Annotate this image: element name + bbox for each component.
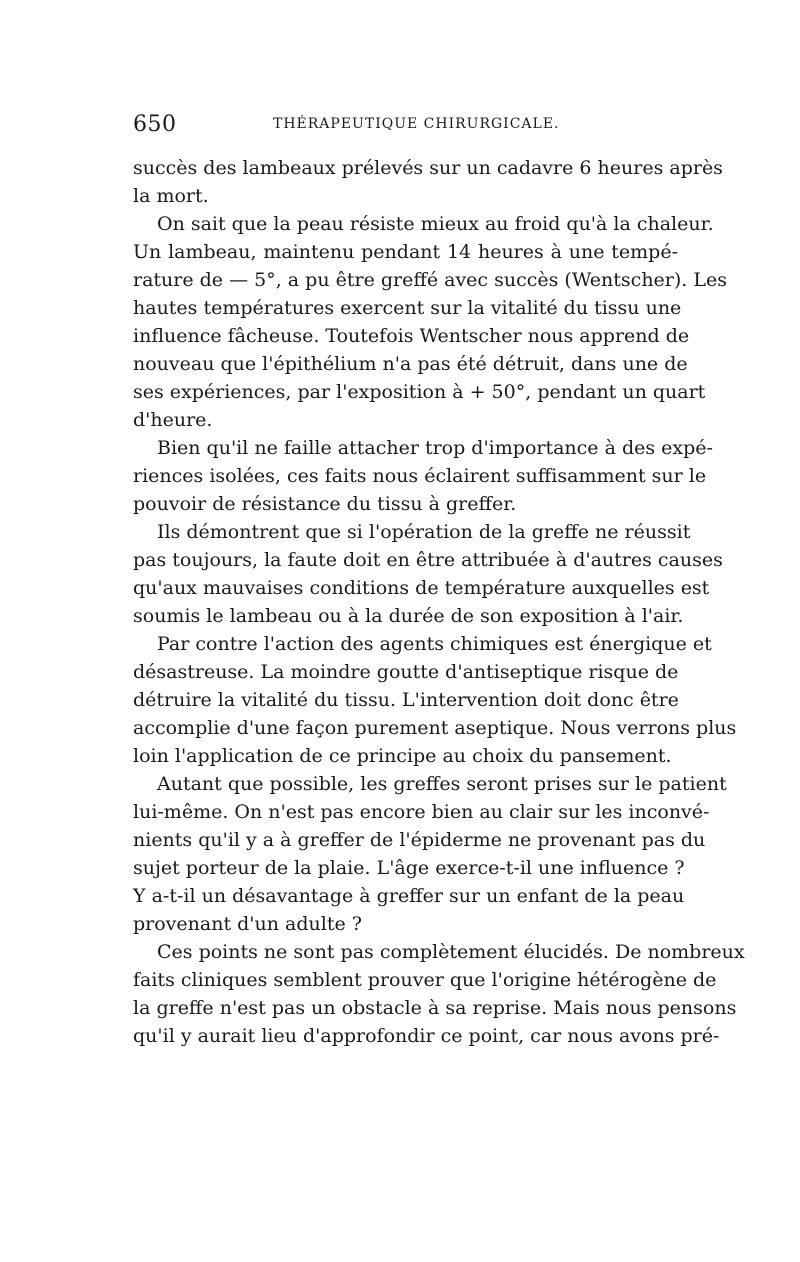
text-line: nients qu'il y a à greffer de l'épiderme ne provenant pas du — [133, 829, 706, 851]
running-title: THÉRAPEUTIQUE CHIRURGICALE. — [273, 116, 560, 132]
text-line: détruire la vitalité du tissu. L'intervention doit donc être — [133, 689, 679, 711]
text-line: soumis le lambeau ou à la durée de son exposition à l'air. — [133, 605, 684, 627]
text-line: faits cliniques semblent prouver que l'origine hétérogène de — [133, 969, 717, 991]
text-line: Bien qu'il ne faille attacher trop d'importance à des expé- — [157, 437, 713, 459]
text-line: ses expériences, par l'exposition à + 50°, pendant un quart — [133, 381, 706, 403]
text-line: d'heure. — [133, 409, 213, 431]
text-line: rature de — 5°, a pu être greffé avec succès (Wentscher). Les — [133, 269, 727, 291]
text-line: riences isolées, ces faits nous éclairent suffisamment sur le — [133, 465, 707, 487]
text-line: désastreuse. La moindre goutte d'antiseptique risque de — [133, 661, 679, 683]
text-line: pouvoir de résistance du tissu à greffer. — [133, 493, 517, 515]
text-line: la greffe n'est pas un obstacle à sa reprise. Mais nous pensons — [133, 997, 737, 1019]
text-line: succès des lambeaux prélevés sur un cadavre 6 heures après — [133, 157, 723, 179]
text-line: Un lambeau, maintenu pendant 14 heures à une tempé- — [133, 241, 678, 263]
text-line: lui-même. On n'est pas encore bien au clair sur les inconvé- — [133, 801, 710, 823]
text-line: hautes températures exercent sur la vitalité du tissu une — [133, 297, 682, 319]
text-line: Ils démontrent que si l'opération de la greffe ne réussit — [157, 521, 691, 543]
text-line: influence fâcheuse. Toutefois Wentscher nous apprend de — [133, 325, 690, 347]
text-line: loin l'application de ce principe au choix du pansement. — [133, 745, 672, 767]
text-line: On sait que la peau résiste mieux au froid qu'à la chaleur. — [157, 213, 714, 235]
text-line: nouveau que l'épithélium n'a pas été détruit, dans une de — [133, 353, 688, 375]
text-line: Y a-t-il un désavantage à greffer sur un enfant de la peau — [133, 885, 685, 907]
text-line: pas toujours, la faute doit en être attribuée à d'autres causes — [133, 549, 723, 571]
text-line: Par contre l'action des agents chimiques est énergique et — [157, 633, 712, 655]
page-number: 650 — [133, 112, 177, 137]
text-line: qu'aux mauvaises conditions de température auxquelles est — [133, 577, 710, 599]
text-line: accomplie d'une façon purement aseptique. Nous verrons plus — [133, 717, 737, 739]
running-head — [133, 112, 678, 140]
text-line: Autant que possible, les greffes seront prises sur le patient — [157, 773, 727, 795]
text-line: la mort. — [133, 185, 209, 207]
text-line: provenant d'un adulte ? — [133, 913, 362, 935]
text-line: qu'il y aurait lieu d'approfondir ce point, car nous avons pré- — [133, 1025, 720, 1047]
text-line: sujet porteur de la plaie. L'âge exerce-t-il une influence ? — [133, 857, 685, 879]
text-line: Ces points ne sont pas complètement élucidés. De nombreux — [157, 941, 745, 963]
body-text — [133, 154, 745, 1050]
